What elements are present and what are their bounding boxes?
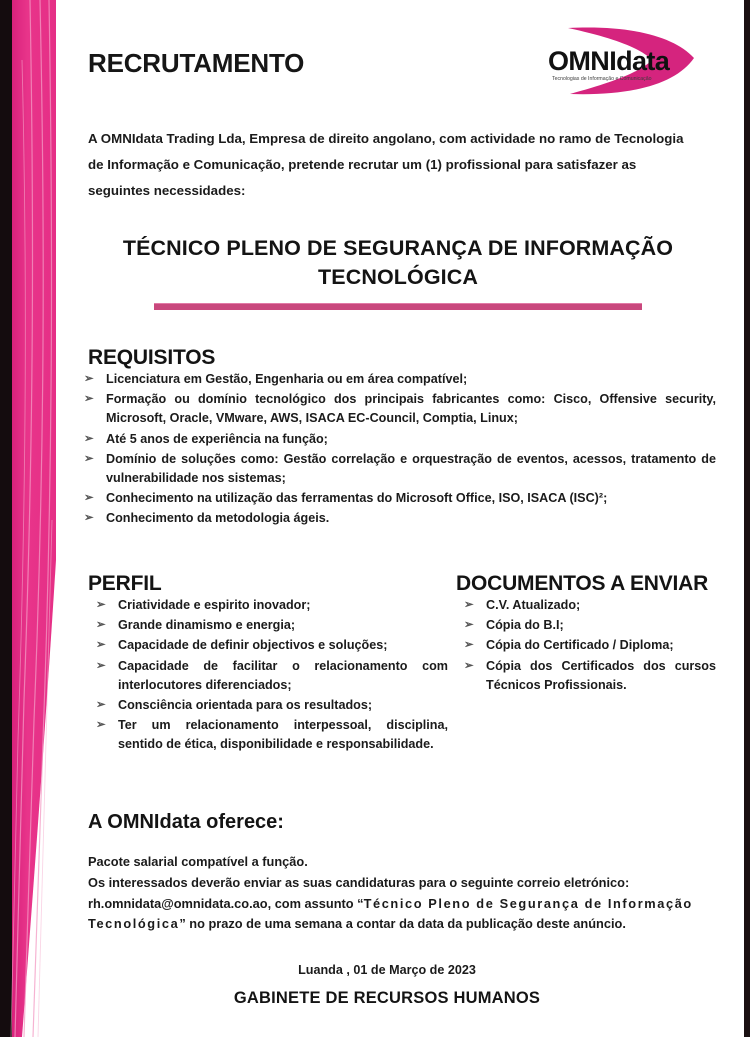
arrow-bullet-icon: ➢ [96, 639, 106, 652]
arrow-bullet-icon: ➢ [84, 491, 94, 504]
list-item-text: Domínio de soluções como: Gestão correlação e orquestração de eventos, acessos, tratamento de vulnerabilidade nos sistemas; [106, 451, 716, 485]
document-header [76, 0, 716, 118]
list-item [88, 596, 448, 615]
perfil-heading: PERFIL [88, 572, 162, 596]
two-column-section [76, 572, 716, 755]
arrow-bullet-icon: ➢ [84, 432, 94, 445]
logo-wordmark-omni: OMNIdata [548, 46, 670, 76]
department-name: GABINETE DE RECURSOS HUMANOS [233, 989, 541, 1008]
arrow-bullet-icon: ➢ [464, 659, 474, 672]
arrow-bullet-icon: ➢ [84, 452, 94, 465]
document-content [64, 0, 744, 1037]
list-item-text: Capacidade de definir objectivos e soluções; [118, 638, 388, 653]
list-item [456, 596, 716, 615]
documentos-list [456, 596, 716, 695]
arrow-bullet-icon: ➢ [84, 512, 94, 525]
omnidata-logo [544, 22, 700, 100]
requisitos-list [76, 370, 716, 528]
oferece-body [88, 852, 702, 935]
arrow-bullet-icon: ➢ [96, 599, 106, 612]
decorative-side-band [0, 0, 64, 1037]
perfil-column [76, 572, 448, 755]
arrow-bullet-icon: ➢ [84, 373, 94, 386]
oferece-line-3 [88, 894, 702, 935]
list-item-text: Grande dinamismo e energia; [118, 618, 296, 633]
list-item-text: C.V. Atualizado; [486, 598, 581, 613]
documentos-column [448, 572, 716, 755]
list-item [76, 430, 716, 449]
list-item [76, 370, 716, 389]
list-item-text: Até 5 anos de experiência na função; [106, 431, 328, 446]
email-subject: Técnico Pleno de Segurança de Informação Tecnológica [88, 895, 693, 932]
list-item-text: Capacidade de facilitar o relacionamento com interlocutores diferenciados; [118, 658, 448, 692]
job-title-line-1: TÉCNICO PLENO DE SEGURANÇA DE INFORMAÇÃO [122, 235, 674, 260]
subject-suffix: ” no prazo de uma semana a contar da data da publicação deste anúncio. [179, 916, 626, 932]
list-item [456, 616, 716, 635]
list-item [88, 696, 448, 715]
list-item [88, 636, 448, 655]
arrow-bullet-icon: ➢ [464, 619, 474, 632]
list-item-text: Cópia dos Certificados dos cursos Técnicos Profissionais. [486, 658, 716, 692]
oferece-line-1: Pacote salarial compatível a função. [88, 854, 308, 870]
list-item-text: Consciência orientada para os resultados; [118, 697, 373, 712]
list-item-text: Conhecimento na utilização das ferramentas do Microsoft Office, ISO, ISACA (ISC)²; [106, 490, 608, 505]
page-title: RECRUTAMENTO [88, 48, 305, 78]
oferece-heading: A OMNIdata oferece: [88, 811, 284, 834]
place-and-date: Luanda , 01 de Março de 2023 [298, 963, 476, 978]
list-item-text: Cópia do B.I; [486, 618, 564, 633]
subject-prefix: , com assunto “ [267, 895, 364, 911]
requisitos-heading: REQUISITOS [88, 346, 216, 370]
list-item [88, 657, 448, 695]
list-item-text: Criatividade e espirito inovador; [118, 598, 311, 613]
job-title-block [76, 234, 716, 310]
document-footer [76, 963, 716, 1008]
list-item [76, 509, 716, 528]
perfil-list [88, 596, 448, 754]
list-item-text: Conhecimento da metodologia ágeis. [106, 511, 330, 526]
contact-email[interactable]: rh.omnidata@omnidata.co.ao [88, 895, 268, 911]
list-item [88, 616, 448, 635]
list-item [76, 390, 716, 428]
list-item-text: Cópia do Certificado / Diploma; [486, 638, 674, 653]
arrow-bullet-icon: ➢ [96, 719, 106, 732]
arrow-bullet-icon: ➢ [464, 639, 474, 652]
oferece-line-2: Os interessados deverão enviar as suas candidaturas para o seguinte correio eletrónico: [88, 875, 630, 891]
list-item [456, 636, 716, 655]
arrow-bullet-icon: ➢ [96, 659, 106, 672]
documentos-heading: DOCUMENTOS A ENVIAR [456, 572, 709, 596]
list-item-text: Formação ou domínio tecnológico dos principais fabricantes como: Cisco, Offensive security, Microsoft, Oracle, VMware, AWS, ISACA EC-Council, Comptia, Linux; [106, 392, 716, 426]
list-item [76, 489, 716, 508]
list-item-text: Licenciatura em Gestão, Engenharia ou em área compatível; [106, 372, 468, 387]
arrow-bullet-icon: ➢ [96, 619, 106, 632]
intro-paragraph: A OMNIdata Trading Lda, Empresa de direito angolano, com actividade no ramo de Tecnologia de Informação e Comunicação, pretende recrutar um (1) profissional para satisfazer as seguintes necessidades: [88, 131, 684, 198]
list-item [88, 716, 448, 754]
list-item-text: Ter um relacionamento interpessoal, disciplina, sentido de ética, disponibilidade e responsabilidade. [118, 718, 448, 752]
job-title-line-2: TECNOLÓGICA [318, 265, 478, 290]
list-item [456, 657, 716, 695]
list-item [76, 450, 716, 488]
arrow-bullet-icon: ➢ [96, 698, 106, 711]
logo-tagline: Tecnologias de Informação e Comunicação [552, 76, 652, 82]
arrow-bullet-icon: ➢ [84, 393, 94, 406]
arrow-bullet-icon: ➢ [464, 599, 474, 612]
title-underline-rule [154, 303, 642, 310]
